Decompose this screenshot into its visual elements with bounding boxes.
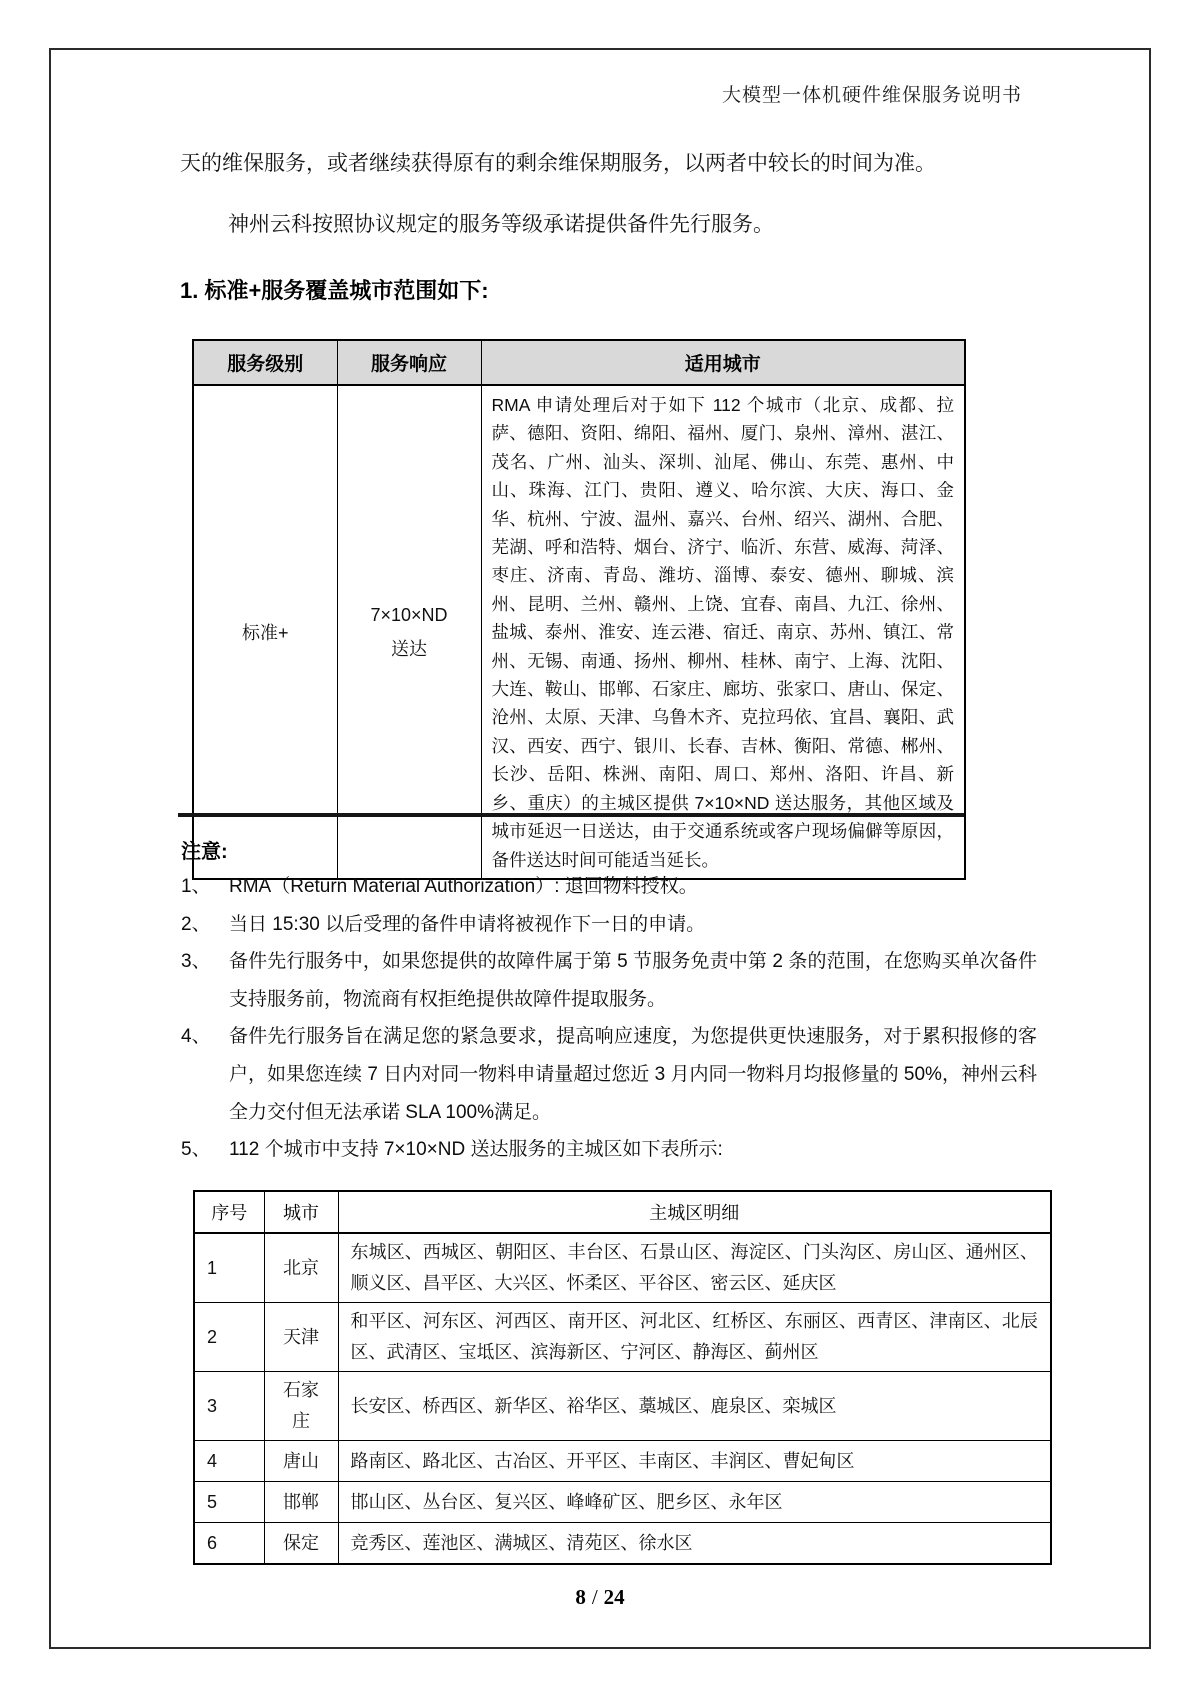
city-cell: 邯郸 bbox=[264, 1482, 338, 1523]
note-text: 当日 15:30 以后受理的备件申请将被视作下一日的申请。 bbox=[229, 913, 706, 935]
service-table-header-cities: 适用城市 bbox=[481, 340, 965, 385]
note-number: 4、 bbox=[181, 1026, 211, 1048]
district-table-row bbox=[194, 1441, 1051, 1482]
notes-title: 注意: bbox=[181, 841, 228, 863]
note-text: 备件先行服务旨在满足您的紧急要求，提高响应速度，为您提供更快速服务，对于累积报修的客户，如果您连续 7 日内对同一物料申请量超过您近 3 月内同一物料月均报修量的 50%，神州云科全力交付但无法承诺 SLA 100%满足。 bbox=[229, 1026, 1037, 1123]
note-item-5 bbox=[181, 1131, 1037, 1169]
service-response-cell bbox=[337, 385, 481, 879]
body-paragraph-1: 天的维保服务，或者继续获得原有的剩余维保期服务，以两者中较长的时间为准。 bbox=[180, 152, 936, 175]
city-cell: 北京 bbox=[264, 1233, 338, 1303]
notes-list bbox=[181, 868, 1037, 1169]
district-table-header-city: 城市 bbox=[264, 1191, 338, 1233]
district-table-row bbox=[194, 1233, 1051, 1303]
note-item-2 bbox=[181, 906, 1037, 944]
body-paragraph-2: 神州云科按照协议规定的服务等级承诺提供备件先行服务。 bbox=[228, 213, 774, 236]
note-number: 1、 bbox=[181, 876, 211, 897]
service-table-row bbox=[193, 385, 965, 879]
districts-cell: 邯山区、丛台区、复兴区、峰峰矿区、肥乡区、永年区 bbox=[338, 1482, 1051, 1523]
footer-page-separator: / bbox=[591, 1585, 598, 1609]
service-response-line-2: 送达 bbox=[391, 638, 427, 659]
footer-total-pages: 24 bbox=[603, 1585, 625, 1609]
service-table-header-row bbox=[193, 340, 965, 385]
row-number-cell: 6 bbox=[194, 1523, 264, 1565]
district-table-row bbox=[194, 1523, 1051, 1565]
note-text: 112 个城市中支持 7×10×ND 送达服务的主城区如下表所示: bbox=[229, 1139, 723, 1161]
note-number: 5、 bbox=[181, 1139, 211, 1161]
district-table-row bbox=[194, 1482, 1051, 1523]
section-heading: 1. 标准+服务覆盖城市范围如下: bbox=[180, 278, 489, 303]
note-item-3 bbox=[181, 943, 1037, 1018]
districts-cell: 长安区、桥西区、新华区、裕华区、藁城区、鹿泉区、栾城区 bbox=[338, 1372, 1051, 1441]
city-cell: 天津 bbox=[264, 1303, 338, 1372]
district-table-header-detail: 主城区明细 bbox=[338, 1191, 1051, 1233]
city-cell: 保定 bbox=[264, 1523, 338, 1565]
city-cell: 唐山 bbox=[264, 1441, 338, 1482]
applicable-cities-cell: RMA 申请处理后对于如下 112 个城市（北京、成都、拉萨、德阳、资阳、绵阳、福州、厦门、泉州、漳州、湛江、茂名、广州、汕头、深圳、汕尾、佛山、东莞、惠州、中山、珠海、江门、贵阳、遵义、哈尔滨、大庆、海口、金华、杭州、宁波、温州、嘉兴、台州、绍兴、湖州、合肥、芜湖、呼和浩特、烟台、济宁、临沂、东营、威海、菏泽、枣庄、济南、青岛、潍坊、淄博、泰安、德州、聊城、滨州、昆明、兰州、赣州、上饶、宜春、南昌、九江、徐州、盐城、泰州、淮安、连云港、宿迁、南京、苏州、镇江、常州、无锡、南通、扬州、柳州、桂林、南宁、上海、沈阳、大连、鞍山、邯郸、石家庄、廊坊、张家口、唐山、保定、沧州、太原、天津、乌鲁木齐、克拉玛依、宜昌、襄阳、武汉、西安、西宁、银川、长春、吉林、衡阳、常德、郴州、长沙、岳阳、株洲、南阳、周口、郑州、洛阳、许昌、新乡、重庆）的主城区提供 7×10×ND 送达服务，其他区域及城市延迟一日送达，由于交通系统或客户现场偏僻等原因，备件送达时间可能适当延长。 bbox=[481, 385, 965, 879]
note-text: 备件先行服务中，如果您提供的故障件属于第 5 节服务免责中第 2 条的范围，在您购买单次备件支持服务前，物流商有权拒绝提供故障件提取服务。 bbox=[229, 951, 1037, 1010]
note-text: RMA（Return Material Authorization）: 退回物料授权。 bbox=[229, 876, 698, 897]
section-divider-rule bbox=[178, 813, 964, 817]
city-cell: 石家庄 bbox=[264, 1372, 338, 1441]
row-number-cell: 4 bbox=[194, 1441, 264, 1482]
row-number-cell: 2 bbox=[194, 1303, 264, 1372]
service-response-line-1: 7×10×ND bbox=[370, 604, 448, 625]
note-number: 3、 bbox=[181, 951, 211, 973]
document-header-title: 大模型一体机硬件维保服务说明书 bbox=[721, 85, 1022, 106]
district-table-header-no: 序号 bbox=[194, 1191, 264, 1233]
row-number-cell: 5 bbox=[194, 1482, 264, 1523]
row-number-cell: 1 bbox=[194, 1233, 264, 1303]
page-footer bbox=[0, 1585, 1200, 1610]
service-coverage-table bbox=[192, 339, 966, 880]
note-item-4 bbox=[181, 1018, 1037, 1131]
footer-current-page: 8 bbox=[575, 1585, 586, 1609]
note-number: 2、 bbox=[181, 913, 211, 935]
row-number-cell: 3 bbox=[194, 1372, 264, 1441]
districts-cell: 竞秀区、莲池区、满城区、清苑区、徐水区 bbox=[338, 1523, 1051, 1565]
district-table-header-row bbox=[194, 1191, 1051, 1233]
note-item-1 bbox=[181, 868, 1037, 906]
service-level-cell: 标准+ bbox=[193, 385, 337, 879]
service-table-header-response: 服务响应 bbox=[337, 340, 481, 385]
service-table-header-level: 服务级别 bbox=[193, 340, 337, 385]
district-table-row bbox=[194, 1372, 1051, 1441]
districts-cell: 和平区、河东区、河西区、南开区、河北区、红桥区、东丽区、西青区、津南区、北辰区、武清区、宝坻区、滨海新区、宁河区、静海区、蓟州区 bbox=[338, 1303, 1051, 1372]
district-detail-table bbox=[193, 1190, 1052, 1565]
district-table-row bbox=[194, 1303, 1051, 1372]
districts-cell: 路南区、路北区、古冶区、开平区、丰南区、丰润区、曹妃甸区 bbox=[338, 1441, 1051, 1482]
districts-cell: 东城区、西城区、朝阳区、丰台区、石景山区、海淀区、门头沟区、房山区、通州区、顺义区、昌平区、大兴区、怀柔区、平谷区、密云区、延庆区 bbox=[338, 1233, 1051, 1303]
